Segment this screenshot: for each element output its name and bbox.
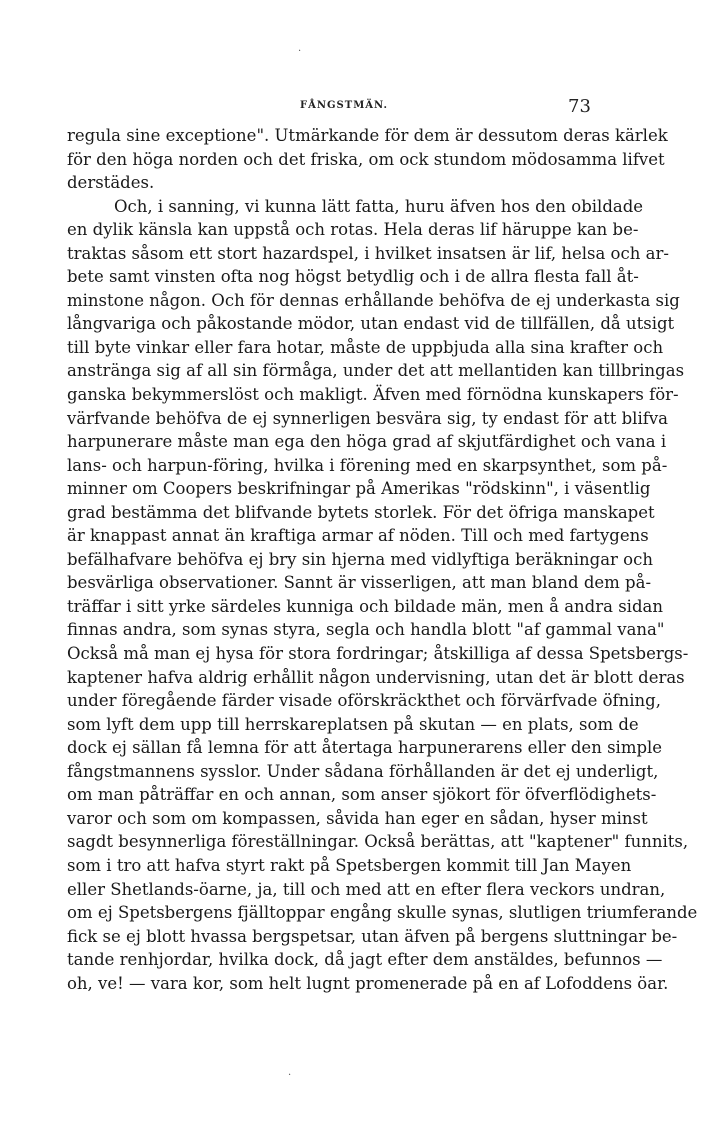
text-line: sagdt besynnerliga föreställningar. Också berättas, att "kaptener" funnits,	[67, 832, 689, 852]
top-dot-mark: .	[298, 43, 302, 54]
text-line: regula sine exceptione". Utmärkande för dem är dessutom deras kärlek	[67, 126, 668, 145]
text-line: kaptener hafva aldrig erhållit någon undervisning, utan det är blott deras	[67, 667, 685, 687]
text-line: bete samt vinsten ofta nog högst betydlig och i de allra flesta fall åt-	[67, 267, 639, 287]
text-line: till byte vinkar eller fara hotar, måste de uppbjuda alla sina krafter och	[67, 337, 664, 357]
text-line: fick se ej blott hvassa bergspetsar, utan äfven på bergens sluttningar be-	[67, 926, 678, 946]
text-line: som lyft dem upp till herrskareplatsen på skutan — en plats, som de	[67, 714, 639, 734]
text-line: finnas andra, som synas styra, segla och handla blott "af gammal vana"	[67, 620, 665, 640]
text-line: för den höga norden och det friska, om ock stundom mödosamma lifvet	[67, 149, 665, 169]
text-line: minstone någon. Och för dennas erhållande behöfva de ej underkasta sig	[67, 290, 680, 310]
text-line: besvärliga observationer. Sannt är visserligen, att man bland dem på-	[67, 573, 652, 593]
text-line: fångstmannens sysslor. Under sådana förhållanden är det ej underligt,	[67, 761, 659, 781]
bottom-dot-mark: .	[288, 1067, 292, 1078]
text-line: minner om Coopers beskrifningar på Amerikas "rödskinn", i väsentlig	[67, 479, 651, 499]
text-line: en dylik känsla kan uppstå och rotas. Hela deras lif häruppe kan be-	[67, 220, 639, 240]
text-line: under föregående färder visade oförskräckthet och förvärfvade öfning,	[67, 691, 661, 711]
text-line: om ej Spetsbergens fjälltoppar engång skulle synas, slutligen triumferande	[67, 903, 698, 923]
text-line: befälhafvare behöfva ej bry sin hjerna med vidlyftiga beräkningar och	[67, 549, 653, 569]
page-number: 73	[568, 96, 591, 117]
text-line: derstädes.	[67, 173, 155, 193]
text-line: traktas såsom ett stort hazardspel, i hvilket insatsen är lif, helsa och ar-	[67, 243, 669, 263]
text-line: som i tro att hafva styrt rakt på Spetsbergen kommit till Jan Mayen	[67, 855, 632, 875]
text-line: värfvande behöfva de ej synnerligen besvära sig, ty endast för att blifva	[67, 408, 669, 428]
text-line: ganska bekymmerslöst och makligt. Äfven med förnödna kunskapers för-	[67, 385, 679, 405]
text-line: om man påträffar en och annan, som anser sjökort för öfverflödighets-	[67, 785, 657, 805]
text-line: anstränga sig af all sin förmåga, under det att mellantiden kan tillbringas	[67, 361, 685, 381]
text-line: eller Shetlands-öarne, ja, till och med att en efter flera veckors undran,	[67, 879, 666, 899]
text-line: långvariga och påkostande mödor, utan endast vid de tillfällen, då utsigt	[67, 314, 675, 334]
text-line: oh, ve! — vara kor, som helt lugnt promenerade på en af Lofoddens öar.	[67, 973, 669, 993]
text-line: harpunerare måste man ega den höga grad af skjutfärdighet och vana i	[67, 432, 667, 452]
text-line: lans- och harpun-föring, hvilka i förening med en skarpsynthet, som på-	[67, 455, 668, 475]
text-line: träffar i sitt yrke särdeles kunniga och bildade män, men å andra sidan	[67, 596, 663, 616]
text-line: Också må man ej hysa för stora fordringar; åtskilliga af dessa Spetsbergs-	[67, 644, 689, 664]
text-line: Och, i sanning, vi kunna lätt fatta, huru äfven hos den obildade	[114, 196, 644, 216]
text-line: tande renhjordar, hvilka dock, då jagt efter dem anstäldes, befunnos —	[67, 950, 663, 970]
text-line: varor och som om kompassen, såvida han eger en sådan, hyser minst	[67, 808, 648, 828]
running-title: FÅNGSTMÄN.	[300, 100, 389, 111]
text-line: grad bestämma det blifvande bytets storlek. För det öfriga manskapet	[67, 502, 655, 522]
text-line: dock ej sällan få lemna för att återtaga harpunerarens eller den simple	[67, 738, 663, 758]
body-text	[67, 124, 698, 995]
running-header	[0, 96, 704, 116]
text-line: är knappast annat än kraftiga armar af nöden. Till och med fartygens	[67, 526, 649, 546]
